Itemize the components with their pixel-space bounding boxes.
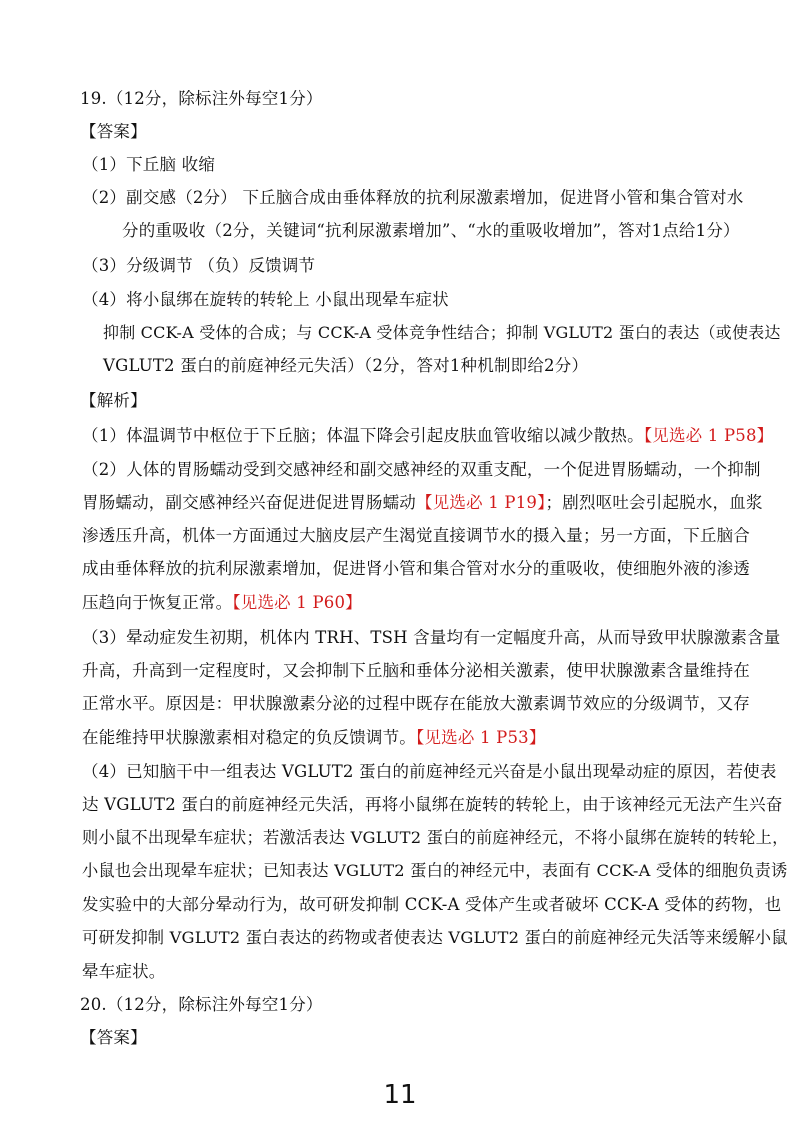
analysis-3-line-3: 正常水平。原因是：甲状腺激素分泌的过程中既存在能放大激素调节效应的分级调节，又存 — [82, 694, 750, 713]
page-number: 11 — [383, 1080, 417, 1110]
analysis-3-line-2: 升高，升高到一定程度时，又会抑制下丘脑和垂体分泌相关激素，使甲状腺激素含量维持在 — [82, 661, 750, 680]
analysis-1 — [82, 425, 773, 447]
textbook-reference: 【见选必 1 P53】 — [416, 728, 546, 747]
answer-1: （1）下丘脑 收缩 — [82, 155, 216, 174]
analysis-4-line-2: 达 VGLUT2 蛋白的前庭神经元失活，再将小鼠绑在旋转的转轮上，由于该神经元无法产生兴奋 — [82, 795, 783, 814]
analysis-2-line-2 — [82, 492, 763, 514]
analysis-2-line-3: 渗透压升高，机体一方面通过大脑皮层产生渴觉直接调节水的摄入量；另一方面，下丘脑合 — [82, 526, 750, 545]
analysis-4-line-4: 小鼠也会出现晕车症状；已知表达 VGLUT2 蛋白的神经元中，表面有 CCK-A 受体的细胞负责诱 — [82, 861, 788, 880]
analysis-1-text: （1）体温调节中枢位于下丘脑；体温下降会引起皮肤血管收缩以减少散热。 — [82, 426, 644, 445]
question-20-header: 20.（12分，除标注外每空1分） — [80, 995, 323, 1014]
answer-4-line-1: （4）将小鼠绑在旋转的转轮上 小鼠出现晕车症状 — [82, 290, 449, 309]
analysis-4-line-7: 晕车症状。 — [82, 962, 166, 981]
analysis-4-line-3: 则小鼠不出现晕车症状；若激活表达 VGLUT2 蛋白的前庭神经元，不将小鼠绑在旋转的转轮上， — [82, 828, 789, 847]
analysis-2-text-a: 胃肠蠕动，副交感神经兴奋促进促进胃肠蠕动 — [82, 493, 416, 512]
answer-4-line-2: 抑制 CCK-A 受体的合成；与 CCK-A 受体竞争性结合；抑制 VGLUT2 蛋白的表达（或使表达 — [103, 323, 781, 342]
analysis-4-line-5: 发实验中的大部分晕动行为，故可研发抑制 CCK-A 受体产生或者破坏 CCK-A 受体的药物，也 — [82, 895, 782, 914]
analysis-3-text: 在能维持甲状腺激素相对稳定的负反馈调节。 — [82, 728, 416, 747]
answer-2-line-2: 分的重吸收（2分，关键词“抗利尿激素增加”、“水的重吸收增加”，答对1点给1分） — [122, 221, 740, 240]
answer-2-line-1: （2）副交感（2分） 下丘脑合成由垂体释放的抗利尿激素增加，促进肾小管和集合管对水 — [82, 188, 744, 207]
answer-heading-20: 【答案】 — [80, 1028, 147, 1047]
textbook-reference: 【见选必 1 P60】 — [232, 593, 362, 612]
analysis-2-text-b: ；剧烈呕吐会引起脱水，血浆 — [545, 493, 763, 512]
analysis-2-line-1: （2）人体的胃肠蠕动受到交感神经和副交感神经的双重支配，一个促进胃肠蠕动，一个抑制 — [82, 460, 761, 479]
textbook-reference: 【见选必 1 P58】 — [643, 426, 774, 445]
question-19-header: 19.（12分，除标注外每空1分） — [80, 89, 323, 108]
analysis-heading: 【解析】 — [80, 391, 147, 410]
answer-3: （3）分级调节 （负）反馈调节 — [82, 256, 316, 275]
analysis-2-text-c: 压趋向于恢复正常。 — [82, 593, 233, 612]
answer-heading: 【答案】 — [80, 122, 147, 141]
analysis-3-line-1: （3）晕动症发生初期，机体内 TRH、TSH 含量均有一定幅度升高，从而导致甲状腺激素含量 — [82, 628, 781, 647]
analysis-2-line-4: 成由垂体释放的抗利尿激素增加，促进肾小管和集合管对水分的重吸收，使细胞外液的渗透 — [82, 559, 750, 578]
analysis-4-line-6: 可研发抑制 VGLUT2 蛋白表达的药物或者使表达 VGLUT2 蛋白的前庭神经元失活等来缓解小鼠 — [82, 928, 788, 947]
answer-4-line-3: VGLUT2 蛋白的前庭神经元失活）（2分，答对1种机制即给2分） — [103, 356, 589, 375]
analysis-4-line-1: （4）已知脑干中一组表达 VGLUT2 蛋白的前庭神经元兴奋是小鼠出现晕动症的原因，若使表 — [82, 762, 777, 781]
analysis-2-line-5 — [82, 592, 362, 614]
textbook-reference: 【见选必 1 P19】 — [416, 493, 546, 512]
analysis-3-line-4 — [82, 727, 546, 749]
